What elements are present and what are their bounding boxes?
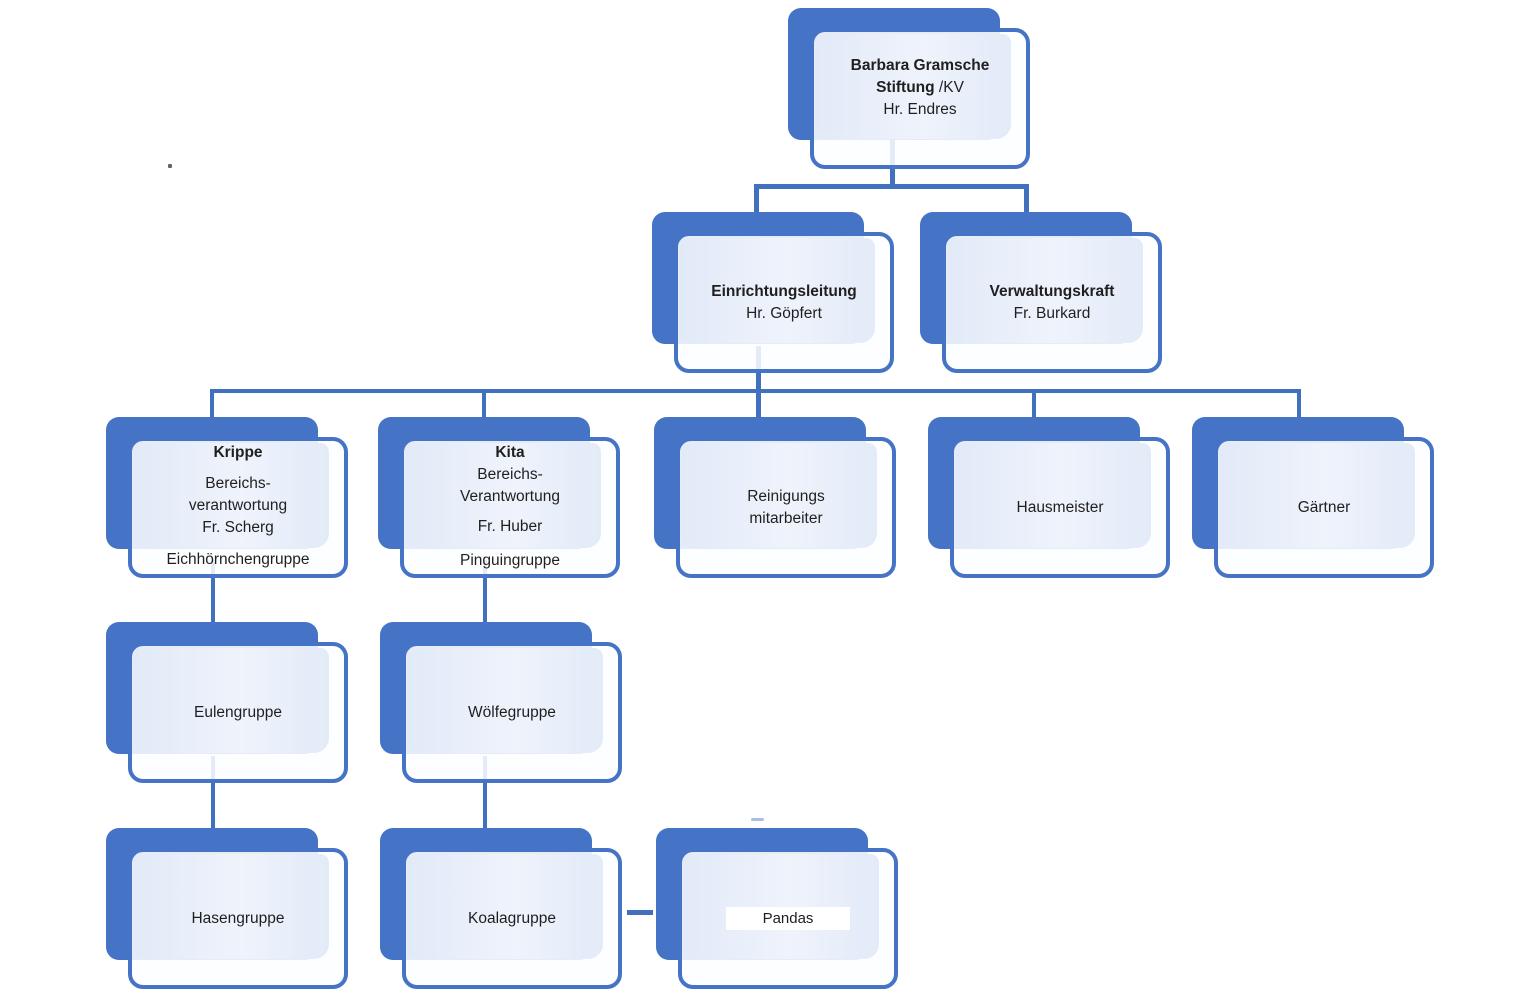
node-text xyxy=(132,441,344,574)
org-node-stiftung xyxy=(788,8,1032,170)
org-node-eulengruppe xyxy=(106,622,350,784)
stray-dash-artifact xyxy=(751,818,764,821)
connector-drop-hausmeister xyxy=(1032,389,1036,420)
node-label: Hasengruppe xyxy=(191,909,285,927)
connector-level2-horizontal xyxy=(210,389,1301,393)
node-role: Bereichs- xyxy=(477,466,543,483)
node-panel xyxy=(402,642,622,783)
node-panel xyxy=(950,437,1170,578)
node-text xyxy=(406,646,618,779)
node-panel xyxy=(128,437,348,578)
org-node-pandas xyxy=(656,828,900,990)
connector-drop-kita xyxy=(482,389,486,420)
node-person: Fr. Burkard xyxy=(1013,304,1091,322)
node-panel xyxy=(128,642,348,783)
node-label: Wölfegruppe xyxy=(468,703,556,721)
node-label: Hausmeister xyxy=(1016,498,1104,516)
node-title: Verwaltungskraft xyxy=(989,282,1115,300)
connector-drop-krippe xyxy=(210,389,214,420)
org-node-woelfegruppe xyxy=(380,622,624,784)
node-group: Pinguingruppe xyxy=(460,552,560,569)
node-text xyxy=(132,852,344,985)
node-title: Krippe xyxy=(213,444,263,461)
node-text xyxy=(678,236,890,369)
node-group: Eichhörnchengruppe xyxy=(166,551,310,568)
node-role: verantwortung xyxy=(188,497,288,514)
node-label: mitarbeiter xyxy=(749,509,823,527)
node-title: Einrichtungsleitung xyxy=(711,282,857,300)
node-role: Bereichs- xyxy=(205,475,271,492)
node-person: Hr. Göpfert xyxy=(746,304,822,322)
connector-level1-horizontal xyxy=(754,184,1029,189)
node-label: Reinigungs xyxy=(747,487,825,505)
pandas-white-label: Pandas xyxy=(726,907,850,930)
node-person: Hr. Endres xyxy=(883,100,957,118)
node-text xyxy=(406,852,618,985)
node-panel xyxy=(942,232,1162,373)
connector-drop-verwaltungskraft xyxy=(1024,184,1029,214)
node-panel xyxy=(810,28,1030,169)
org-node-hausmeister xyxy=(928,417,1172,579)
node-person: Fr. Scherg xyxy=(202,519,274,536)
node-panel xyxy=(676,437,896,578)
org-node-krippe xyxy=(106,417,350,579)
node-subtitle: Stiftung /KV xyxy=(876,78,964,96)
org-node-einrichtungsleitung xyxy=(652,212,896,374)
node-panel xyxy=(678,848,898,989)
stray-dot-artifact xyxy=(168,164,172,168)
node-text xyxy=(946,236,1158,369)
connector-drop-gaertner xyxy=(1297,389,1301,420)
node-title: Kita xyxy=(495,444,525,461)
node-panel xyxy=(402,848,622,989)
node-label: Gärtner xyxy=(1297,498,1351,516)
org-node-koalagruppe xyxy=(380,828,624,990)
node-text xyxy=(680,441,892,574)
org-node-gaertner xyxy=(1192,417,1436,579)
org-node-verwaltungskraft xyxy=(920,212,1164,374)
node-person: Fr. Huber xyxy=(477,518,543,535)
node-text xyxy=(404,441,616,574)
connector-drop-einrichtungsleitung xyxy=(754,184,759,214)
node-title: Barbara Gramsche xyxy=(850,56,990,74)
node-text xyxy=(682,852,894,985)
node-label: Eulengruppe xyxy=(194,703,282,721)
node-text xyxy=(132,646,344,779)
node-panel xyxy=(674,232,894,373)
node-role: Verantwortung xyxy=(460,488,560,505)
node-text xyxy=(1218,441,1430,574)
node-panel xyxy=(128,848,348,989)
node-label: Koalagruppe xyxy=(468,909,556,927)
node-text xyxy=(954,441,1166,574)
org-node-hasengruppe xyxy=(106,828,350,990)
connector-koala-pandas xyxy=(627,910,653,915)
org-node-reinigungsmitarbeiter xyxy=(654,417,898,579)
org-node-kita xyxy=(378,417,622,579)
node-panel xyxy=(1214,437,1434,578)
node-text xyxy=(814,32,1026,165)
node-panel xyxy=(400,437,620,578)
